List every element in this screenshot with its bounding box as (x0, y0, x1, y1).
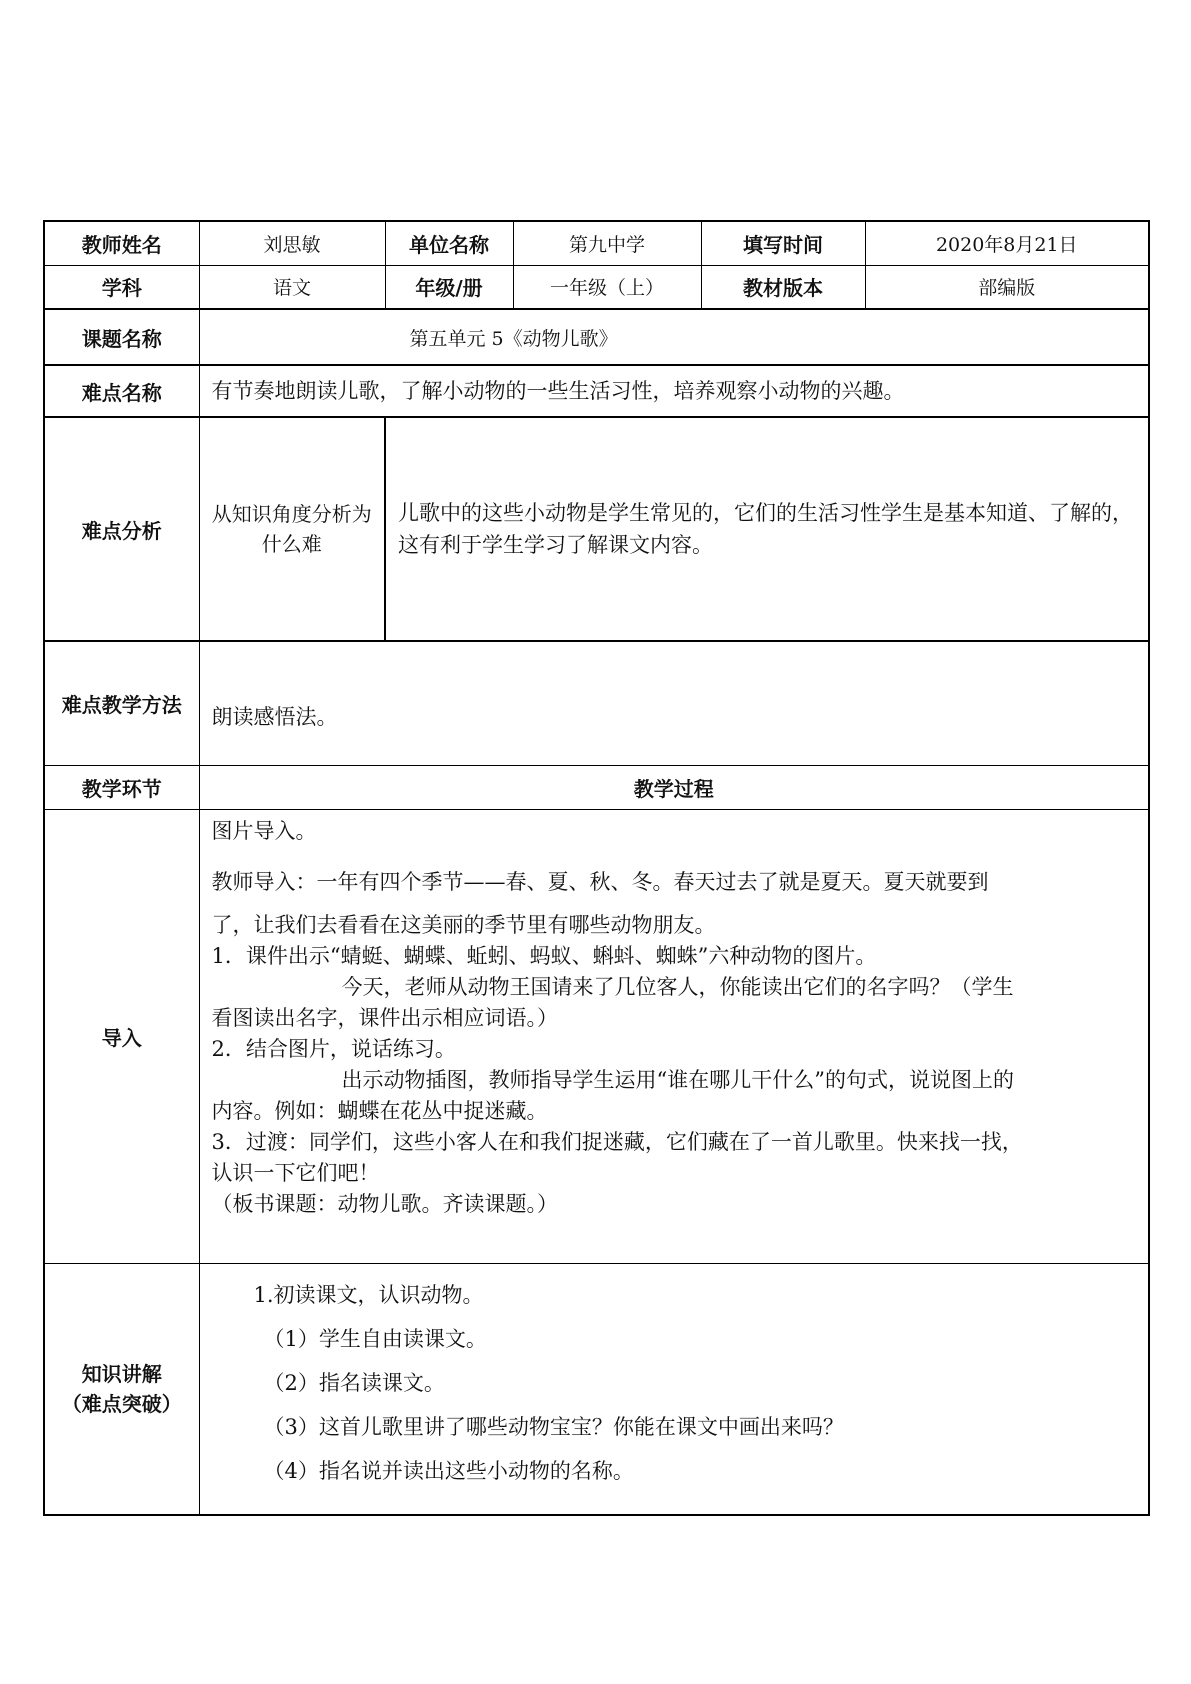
process-header-row (44, 765, 1149, 809)
subject-value: 语文 (199, 265, 385, 309)
grade-value: 一年级（上） (513, 265, 701, 309)
spacer (212, 847, 1135, 867)
method-label: 难点教学方法 (44, 641, 199, 765)
date-value: 2020年8月21日 (865, 221, 1149, 265)
knowledge-row (44, 1263, 1149, 1515)
analysis-sub-label: 从知识角度分析为什么难 (199, 417, 385, 641)
teacher-label: 教师姓名 (44, 221, 199, 265)
date-label: 填写时间 (701, 221, 865, 265)
header-row-1 (44, 221, 1149, 265)
method-row (44, 641, 1149, 765)
intro-line: 内容。例如：蝴蝶在花丛中捉迷藏。 (211, 1098, 548, 1123)
grade-label: 年级/册 (385, 265, 513, 309)
difficulty-row (44, 365, 1149, 417)
intro-content (199, 809, 1149, 1263)
textbook-value: 部编版 (865, 265, 1149, 309)
stage-header-label: 教学环节 (44, 765, 199, 809)
analysis-value: 儿歌中的这些小动物是学生常见的，它们的生活习性学生是基本知道、了解的，这有利于学生学习了解课文内容。 (385, 417, 1149, 641)
knowledge-line: （4）指名说并读出这些小动物的名称。 (263, 1458, 634, 1483)
knowledge-label (44, 1263, 199, 1515)
intro-line: 了，让我们去看看在这美丽的季节里有哪些动物朋友。 (211, 912, 716, 937)
knowledge-label-line2: （难点突破） (61, 1391, 182, 1416)
knowledge-line: 1.初读课文，认识动物。 (253, 1282, 484, 1307)
intro-line: 3．过渡：同学们，这些小客人在和我们捉迷藏，它们藏在了一首儿歌里。快来找一找， (211, 1129, 1023, 1154)
lesson-plan-table (43, 220, 1150, 1516)
knowledge-label-line1: 知识讲解 (81, 1361, 162, 1386)
intro-line: 出示动物插图，教师指导学生运用“谁在哪儿干什么”的句式，说说图上的 (341, 1067, 1014, 1092)
difficulty-label: 难点名称 (44, 365, 199, 417)
knowledge-content (199, 1263, 1149, 1515)
intro-line: 今天，老师从动物王国请来了几位客人，你能读出它们的名字吗？（学生 (341, 974, 1014, 999)
analysis-row (44, 417, 1149, 641)
method-value: 朗读感悟法。 (199, 641, 1149, 765)
spacer (212, 898, 1135, 910)
intro-line: 教师导入：一年有四个季节——春、夏、秋、冬。春天过去了就是夏天。夏天就要到 (211, 869, 989, 894)
topic-value: 第五单元 5《动物儿歌》 (199, 309, 1149, 365)
knowledge-line: （3）这首儿歌里讲了哪些动物宝宝？你能在课文中画出来吗？ (263, 1414, 844, 1439)
intro-line: 看图读出名字，课件出示相应词语。） (211, 1005, 558, 1030)
header-row-2 (44, 265, 1149, 309)
intro-line: 认识一下它们吧！ (211, 1160, 380, 1185)
intro-label: 导入 (44, 809, 199, 1263)
knowledge-line: （1）学生自由读课文。 (263, 1326, 487, 1351)
intro-line: 1．课件出示“蜻蜓、蝴蝶、蚯蚓、蚂蚁、蝌蚪、蜘蛛”六种动物的图片。 (211, 943, 877, 968)
intro-line: （板书课题：动物儿歌。齐读课题。） (211, 1191, 558, 1216)
difficulty-value: 有节奏地朗读儿歌，了解小动物的一些生活习性，培养观察小动物的兴趣。 (199, 365, 1149, 417)
knowledge-line: （2）指名读课文。 (263, 1370, 445, 1395)
topic-row (44, 309, 1149, 365)
unit-label: 单位名称 (385, 221, 513, 265)
topic-label: 课题名称 (44, 309, 199, 365)
intro-line: 2．结合图片，说话练习。 (211, 1036, 456, 1061)
unit-value: 第九中学 (513, 221, 701, 265)
lesson-plan-sheet (43, 220, 1148, 1516)
teacher-value: 刘思敏 (199, 221, 385, 265)
subject-label: 学科 (44, 265, 199, 309)
textbook-label: 教材版本 (701, 265, 865, 309)
intro-line: 图片导入。 (211, 818, 317, 843)
intro-row (44, 809, 1149, 1263)
analysis-label: 难点分析 (44, 417, 199, 641)
process-header-label: 教学过程 (199, 765, 1149, 809)
